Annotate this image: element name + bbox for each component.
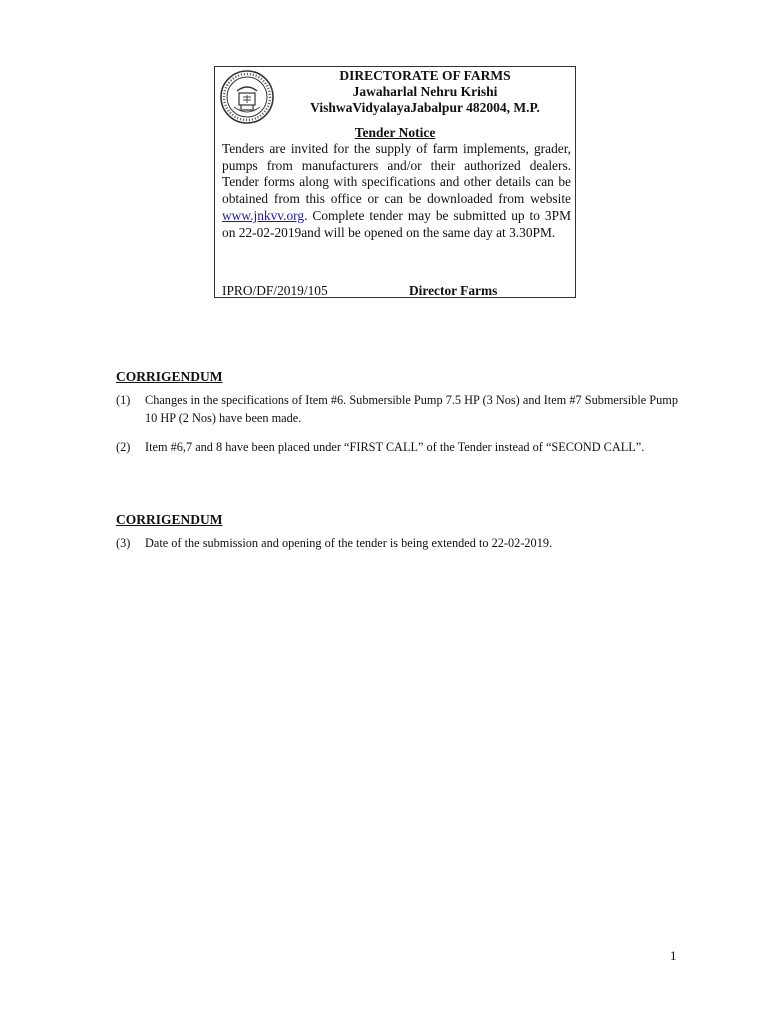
notice-body-text: Tenders are invited for the supply of farm implements, grader, pumps from manufacturers and/or their authorized dealers. Tender forms along with specifications and other details can be obtained from this office or can be downloaded from website [222,141,571,207]
tender-notice-box [214,66,576,298]
page-number: 1 [670,948,677,963]
header-line-address: VishwaVidyalayaJabalpur 482004, M.P. [310,100,540,115]
notice-body-text-end: . Complete tender may be submitted up to 3PM on 22-02-2019and will be opened on the same day at 3.30PM. [222,207,571,240]
item-text: Date of the submission and opening of the tender is being extended to 22-02-2019. [145,536,553,550]
notice-reference: IPRO/DF/2019/105 [222,283,328,298]
corrigendum-heading-1: CORRIGENDUM [116,369,223,384]
item-number: (3) [116,536,131,550]
item-text: Changes in the specifications of Item #6. Submersible Pump 7.5 HP (3 Nos) and Item #7 Submersible Pump 10 HP (2 Nos) have been made. [145,393,678,425]
list-item [116,439,678,457]
item-text: Item #6,7 and 8 have been placed under “FIRST CALL” of the Tender instead of “SECOND CALL”. [145,440,645,454]
notice-title: Tender Notice [354,125,436,140]
list-item [116,535,678,553]
item-number: (2) [116,440,131,454]
corrigendum-heading-2: CORRIGENDUM [116,512,223,527]
list-item [116,392,678,427]
header-line-university: Jawaharlal Nehru Krishi [352,84,498,99]
website-link[interactable]: www.jnkvv.org [222,207,305,223]
notice-body [222,141,571,241]
notice-header [277,68,573,116]
university-seal-icon [219,69,275,125]
item-number: (1) [116,393,131,407]
header-line-directorate: DIRECTORATE OF FARMS [339,68,511,83]
notice-signatory: Director Farms [409,283,498,298]
